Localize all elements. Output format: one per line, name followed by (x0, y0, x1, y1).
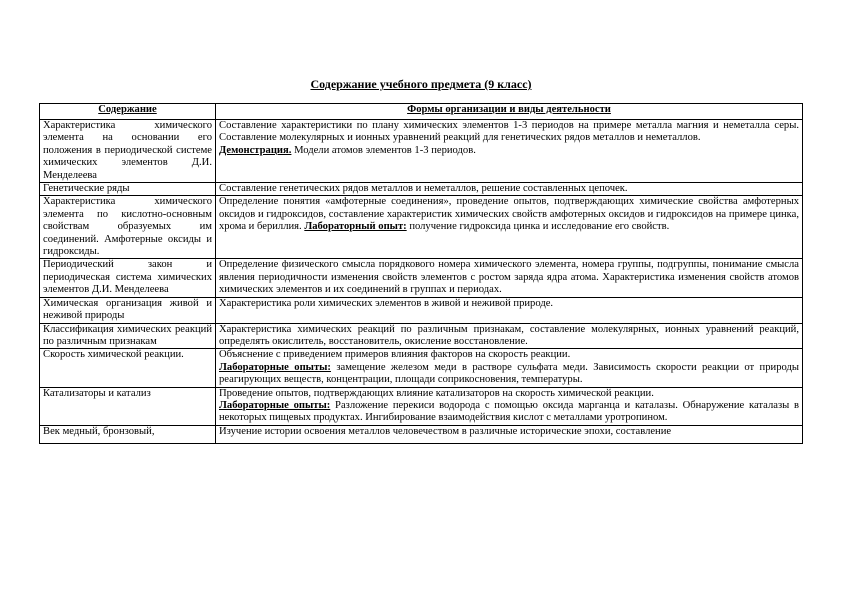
row-activity (216, 349, 803, 387)
row-activity: Характеристика роли химических элементов в живой и неживой природе. (216, 297, 803, 323)
row-topic: Периодический закон и периодическая система химических элементов Д.И. Менделеева (40, 259, 216, 297)
table-row (40, 196, 803, 259)
activity-extra-text: Разложение перекиси водорода с помощью оксида марганца и каталазы. Обнаружение каталазы в некоторых пищевых продуктах. Ингибирование взаимодействия кислот с металлами уротропином. (219, 399, 799, 424)
activity-label: Демонстрация. (219, 144, 292, 156)
content-table (39, 103, 803, 444)
row-topic-text: Век медный, бронзовый, (43, 425, 155, 437)
row-topic: Химическая организация живой и неживой природы (40, 297, 216, 323)
activity-label: Лабораторные опыты: (219, 361, 331, 373)
activity-extra (219, 145, 799, 157)
activity-text: Определение понятия «амфотерные соединения», проведение опытов, подтверждающих химические свойства амфотерных оксидов и гидроксидов, составление характеристик химических свойств амфотерных оксидов и гидроксидов на примере цинка, хрома и бериллия. (219, 196, 799, 233)
activity-extra (219, 400, 799, 425)
row-activity: Составление генетических рядов металлов и неметаллов, решение составленных цепочек. (216, 183, 803, 196)
activity-text: Объяснение с приведением примеров влияния факторов на скорость реакции. (219, 349, 571, 361)
row-activity (216, 196, 803, 259)
row-activity: Характеристика химических реакций по различным признакам, составление молекулярных, ионных уравнений реакций, определять окислитель, восстановитель, окисление восстановление. (216, 323, 803, 349)
row-activity (216, 387, 803, 425)
table-header-row (40, 104, 803, 120)
table-row (40, 323, 803, 349)
activity-text: Составление характеристики по плану химических элементов 1-3 периодов на примере металла магния и неметалла серы. Составление молекулярных и ионных уравнений реакций для генетических рядов металлов и неметаллов. (219, 120, 799, 144)
table-row (40, 183, 803, 196)
row-topic: Катализаторы и катализ (40, 387, 216, 425)
activity-text: Проведение опытов, подтверждающих влияние катализаторов на скорость химической реакции. (219, 387, 654, 399)
row-activity (216, 120, 803, 183)
row-activity: Определение физического смысла порядкового номера химического элемента, номера группы, подгруппы, понимание смысла явления периодичности изменения свойств элементов с ростом заряда ядра атома. Характеристика изменения свойств атомов химических элементов и их соединений в группах и периодах. (216, 259, 803, 297)
row-topic: Классификация химических реакций по различным признакам (40, 323, 216, 349)
row-topic: Генетические ряды (40, 183, 216, 196)
table-row (40, 425, 803, 443)
activity-extra-text: получение гидроксида цинка и исследование его свойств. (406, 221, 670, 233)
table-row (40, 120, 803, 183)
row-topic: Скорость химической реакции. (40, 349, 216, 387)
activity-extra-text: замещение железом меди в растворе сульфата меди. Зависимость скорости реакции от природы реагирующих веществ, концентрации, площади соприкосновения, температуры. (219, 361, 799, 386)
row-topic (40, 425, 216, 443)
activity-extra-text: Модели атомов элементов 1-3 периодов. (291, 144, 476, 156)
row-activity (216, 425, 803, 443)
table-row (40, 387, 803, 425)
page-title: Содержание учебного предмета (9 класс) (310, 77, 532, 91)
table-row (40, 259, 803, 297)
row-topic: Характеристика химического элемента на основании его положения в периодической системе химических элементов Д.И. Менделеева (40, 120, 216, 183)
activity-extra (219, 362, 799, 387)
table-row (40, 349, 803, 387)
header-content: Содержание (40, 104, 216, 120)
activity-label: Лабораторные опыты: (219, 399, 331, 411)
activity-text: Изучение истории освоения металлов человечеством в различные исторические эпохи, составление (219, 425, 672, 437)
row-topic: Характеристика химического элемента по кислотно-основным свойствам образуемых им соединений. Амфотерные оксиды и гидроксиды. (40, 196, 216, 259)
header-forms: Формы организации и виды деятельности (216, 104, 803, 120)
table-row (40, 297, 803, 323)
activity-label: Лабораторный опыт: (304, 221, 407, 233)
